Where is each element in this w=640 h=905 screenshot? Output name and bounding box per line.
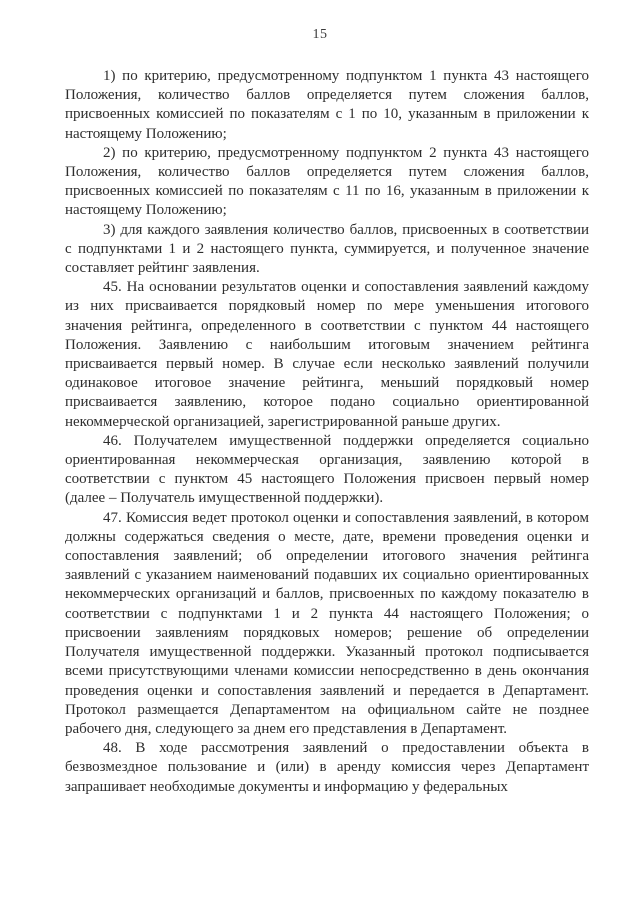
paragraph-subpoint-1: 1) по критерию, предусмотренному подпунктом 1 пункта 43 настоящего Положения, количество баллов определяется путем сложения баллов, присвоенных комиссией по показателям с 1 по 10, указанным в приложении к настоящему Положению;	[65, 68, 589, 142]
paragraph-item-46: 46. Получателем имущественной поддержки определяется социально ориентированная некоммерческая организация, заявлению которой в соответствии с пунктом 45 настоящего Положения присвоен первый номер (далее – Получатель имущественной поддержки).	[65, 432, 589, 507]
paragraph-item-48: 48. В ходе рассмотрения заявлений о предоставлении объекта в безвозмездное пользование и (или) в аренду комиссия через Департамент запрашивает необходимые документы и информацию у федеральных	[65, 740, 589, 795]
paragraph-subpoint-3: 3) для каждого заявления количество баллов, присвоенных в соответствии с подпунктами 1 и 2 настоящего пункта, суммируется, и полученное значение составляет рейтинг заявления.	[65, 221, 589, 277]
page-number: 15	[312, 27, 328, 42]
paragraph-subpoint-2: 2) по критерию, предусмотренному подпунктом 2 пункта 43 настоящего Положения, количество баллов определяется путем сложения баллов, присвоенных комиссией по показателям с 11 по 16, указанным в приложении к настоящему Положению;	[65, 144, 589, 219]
paragraph-item-45: 45. На основании результатов оценки и сопоставления заявлений каждому из них присваивается порядковый номер по мере уменьшения итогового значения рейтинга, определенного в соответствии с пунктом 44 настоящего Положения. Заявлению с наибольшим итоговым значением рейтинга присваивается первый номер. В случае если несколько заявлений получили одинаковое итоговое значение рейтинга, меньший порядковый номер присваивается заявлению, которое подано социально ориентированной некоммерческой организацией, зарегистрированной раньше других.	[65, 279, 589, 430]
paragraph-item-47: 47. Комиссия ведет протокол оценки и сопоставления заявлений, в котором должны содержаться сведения о месте, дате, времени проведения оценки и сопоставления заявлений; об определении итогового значения рейтинга заявлений с указанием наименований подавших их социально ориентированных некоммерческих организаций и баллов, присвоенных по каждому показателю в соответствии с подпунктами 1 и 2 пункта 44 настоящего Положения; о присвоении заявлениям порядковых номеров; решение об определении Получателя имущественной поддержки. Указанный протокол подписывается всеми присутствующими членами комиссии непосредственно в день окончания проведения оценки и сопоставления заявлений и передается в Департамент. Протокол размещается Департаментом на официальном сайте не позднее рабочего дня, следующего за днем его представления в Департамент.	[65, 509, 589, 737]
document-body	[65, 67, 589, 797]
